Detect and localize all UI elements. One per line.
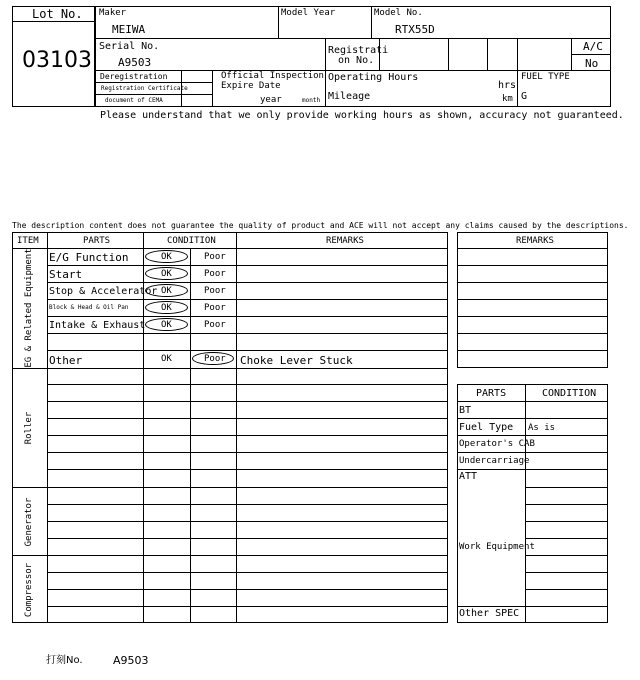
right-part-label: BT [459, 405, 472, 416]
right-part-label: Fuel Type [459, 422, 514, 433]
remarks-header: REMARKS [326, 236, 364, 246]
operating-hours-label: Operating Hours [328, 72, 419, 83]
year-label: year [260, 95, 282, 105]
ok-option[interactable]: OK [161, 269, 172, 279]
model-year-label: Model Year [281, 8, 336, 18]
condition-header: CONDITION [167, 236, 216, 246]
stamp-value: A9503 [113, 654, 149, 667]
inspection-label: Official Inspection [221, 71, 324, 81]
model-no-value: RTX55D [395, 23, 435, 36]
model-no-label: Model No. [374, 8, 423, 18]
registration-label-2: on No. [338, 55, 375, 66]
lot-number: 03103 [22, 48, 92, 73]
section-generator-label: Generator [24, 497, 34, 547]
right-part-label: Other SPEC [459, 608, 520, 619]
parts-header: PARTS [83, 236, 111, 246]
ok-option[interactable]: OK [161, 303, 172, 313]
poor-option[interactable]: Poor [204, 252, 226, 262]
hrs-label: hrs [498, 80, 517, 91]
ac-value: No [585, 57, 599, 70]
km-label: km [502, 94, 513, 104]
poor-option[interactable]: Poor [204, 320, 226, 330]
serial-value: A9503 [118, 56, 152, 69]
ac-label: A/C [583, 40, 603, 53]
part-label: Start [49, 268, 83, 281]
section-compressor-label: Compressor [24, 562, 34, 618]
right-condition-header: CONDITION [542, 388, 597, 399]
poor-option[interactable]: Poor [204, 269, 226, 279]
ok-option[interactable]: OK [161, 320, 172, 330]
maker-label: Maker [99, 8, 127, 18]
poor-option[interactable]: Poor [204, 286, 226, 296]
fuel-type-label: FUEL TYPE [521, 72, 570, 82]
right-parts-header: PARTS [476, 388, 507, 399]
part-label: Intake & Exhaust [49, 320, 146, 331]
inspection-label-2: Expire Date [221, 81, 281, 91]
right-remarks-header: REMARKS [516, 236, 554, 246]
serial-label: Serial No. [99, 41, 160, 52]
right-part-label: Undercarriage [459, 456, 530, 466]
disclaimer-text: The description content does not guarantee the quality of product and ACE will not accept any claims caused by the descriptions. [12, 221, 629, 230]
remark-text: Choke Lever Stuck [240, 354, 353, 367]
right-part-label: Operator's CAB [459, 439, 535, 449]
month-label: month [302, 97, 321, 104]
lot-label: Lot No. [32, 7, 83, 21]
mileage-label: Mileage [328, 91, 371, 102]
section-roller-label: Roller [24, 411, 34, 445]
part-label: E/G Function [49, 251, 129, 264]
right-condition-value: As is [528, 423, 556, 433]
ok-option[interactable]: OK [161, 354, 172, 364]
part-label: Stop & Accelerator [49, 286, 158, 297]
maker-value: MEIWA [112, 23, 146, 36]
document-cema-label: document of CEMA [105, 97, 163, 104]
item-header: ITEM [17, 236, 39, 246]
poor-option[interactable]: Poor [204, 303, 226, 313]
right-part-label: ATT [459, 471, 478, 482]
deregistration-label: Deregistration [100, 72, 168, 81]
poor-option[interactable]: Poor [204, 354, 226, 364]
ok-option[interactable]: OK [161, 252, 172, 262]
notice-text: Please understand that we only provide working hours as shown, accuracy not guaranteed. [100, 110, 624, 121]
ok-option[interactable]: OK [161, 286, 172, 296]
registration-certificate-label: Registration Certificate [101, 85, 188, 92]
part-label: Block & Head & Oil Pan [49, 304, 129, 311]
section-eg-label: EG & Related Equipment [24, 248, 34, 368]
stamp-label: 打刻No. [46, 655, 83, 666]
registration-label: Registrati [328, 45, 389, 56]
fuel-type-value: G [521, 91, 528, 102]
part-label: Other [49, 354, 83, 367]
right-part-label: Work Equipment [459, 542, 535, 552]
